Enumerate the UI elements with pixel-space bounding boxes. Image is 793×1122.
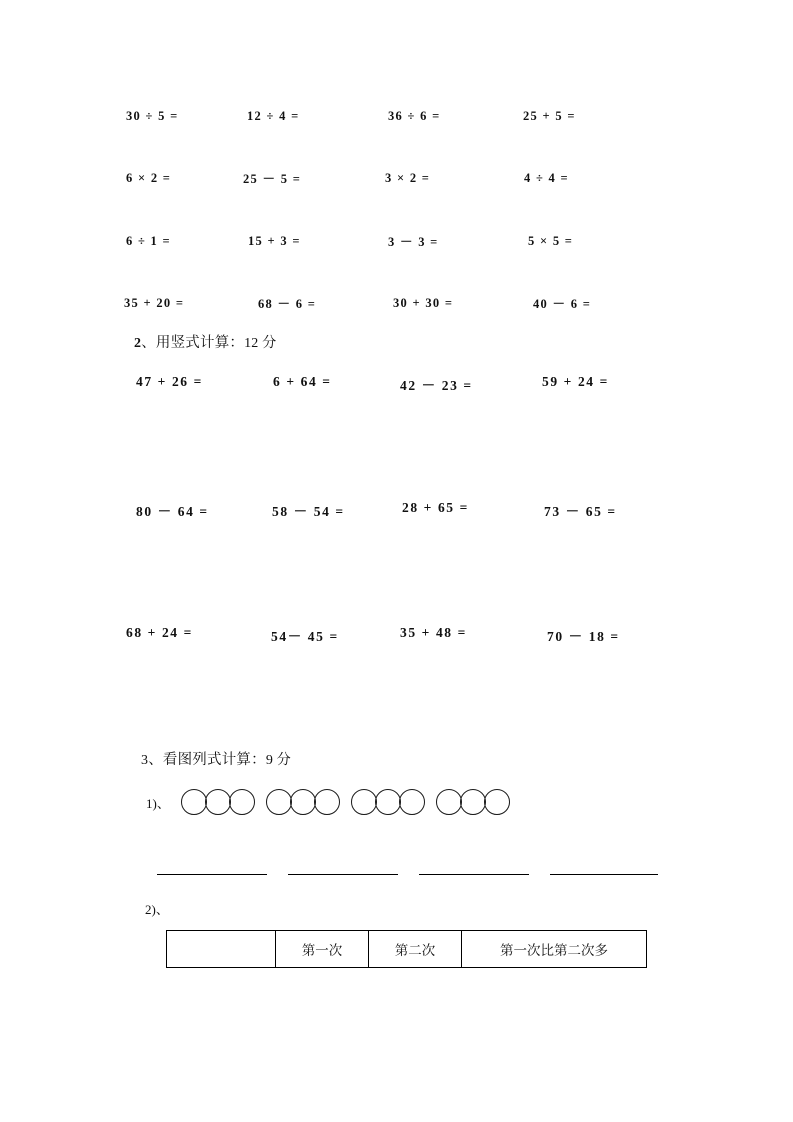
vertical-problem: 54－ 45 = <box>271 629 339 644</box>
circle-shape <box>229 789 255 815</box>
table-header-first-time: 第一次 <box>276 931 369 968</box>
vertical-problem: 6 + 64 = <box>273 374 332 389</box>
circle-group <box>181 789 255 815</box>
oral-problem: 3 × 2 = <box>385 170 431 185</box>
circle-shape <box>351 789 377 815</box>
table-header-difference: 第一次比第二次多 <box>462 931 647 968</box>
circle-shape <box>460 789 486 815</box>
oral-problem: 68 － 6 = <box>258 297 317 311</box>
oral-problem: 30 ÷ 5 = <box>126 108 179 123</box>
circle-shape <box>314 789 340 815</box>
circle-shape <box>205 789 231 815</box>
circle-shape <box>181 789 207 815</box>
oral-problem: 35 + 20 = <box>124 295 185 310</box>
oral-problem: 30 + 30 = <box>393 295 454 310</box>
vertical-calc-row <box>110 625 730 649</box>
vertical-problem: 59 + 24 = <box>542 374 609 389</box>
oral-problem: 5 × 5 = <box>528 233 574 248</box>
section-two-colon: ： <box>229 335 245 351</box>
oral-problem: 12 ÷ 4 = <box>247 108 300 123</box>
vertical-problem: 80 － 64 = <box>136 504 209 519</box>
section-three-title: 看图列式计算 <box>162 752 252 768</box>
oral-calc-row <box>110 230 710 252</box>
table-header-row <box>167 931 647 968</box>
vertical-problem: 47 + 26 = <box>136 374 203 389</box>
section-two-title: 用竖式计算 <box>155 335 230 351</box>
section-three-score: 9 分 <box>265 753 291 768</box>
circle-group <box>351 789 425 815</box>
circle-shape <box>484 789 510 815</box>
answer-blank-line[interactable] <box>550 874 658 875</box>
oral-problem: 6 ÷ 1 = <box>126 233 171 248</box>
oral-calc-row <box>110 292 710 314</box>
vertical-calc-row <box>110 374 730 398</box>
answer-blank-line[interactable] <box>288 874 398 875</box>
circle-shape <box>375 789 401 815</box>
item-two-label: 2)、 <box>145 902 169 917</box>
item-one-label: 1)、 <box>146 796 170 811</box>
answer-blank-line[interactable] <box>419 874 529 875</box>
circle-shape <box>399 789 425 815</box>
section-three-separator: 、 <box>148 752 163 768</box>
vertical-problem: 58 － 54 = <box>272 504 345 519</box>
comparison-table <box>166 930 647 968</box>
vertical-problem: 42 － 23 = <box>400 378 473 393</box>
oral-problem: 25 － 5 = <box>243 172 302 186</box>
oral-problem: 25 + 5 = <box>523 108 576 123</box>
answer-blank-line[interactable] <box>157 874 267 875</box>
oral-problem: 36 ÷ 6 = <box>388 108 441 123</box>
section-two-number: 2 <box>134 336 142 351</box>
oral-problem: 40 － 6 = <box>533 297 592 311</box>
vertical-problem: 28 + 65 = <box>402 500 469 515</box>
section-three-colon: ： <box>251 752 266 768</box>
table-header-second-time: 第二次 <box>369 931 462 968</box>
oral-problem: 15 + 3 = <box>248 233 301 248</box>
vertical-problem: 70 － 18 = <box>547 629 620 644</box>
circle-shape <box>266 789 292 815</box>
circle-group <box>266 789 340 815</box>
circle-shape <box>290 789 316 815</box>
section-two-separator: 、 <box>141 335 156 351</box>
oral-problem: 4 ÷ 4 = <box>524 170 569 185</box>
oral-problem: 6 × 2 = <box>126 170 172 185</box>
vertical-calc-row <box>110 500 730 524</box>
vertical-problem: 73 － 65 = <box>544 504 617 519</box>
vertical-problem: 68 + 24 = <box>126 625 193 640</box>
section-three-number: 3 <box>141 753 149 768</box>
table-cell-blank[interactable] <box>167 931 276 968</box>
circle-group <box>436 789 510 815</box>
section-three-heading <box>141 748 291 769</box>
circle-diagram <box>181 789 510 815</box>
vertical-problem: 35 + 48 = <box>400 625 467 640</box>
oral-calc-row <box>110 167 710 189</box>
section-two-heading <box>134 331 276 352</box>
section-two-score: 12 分 <box>244 336 277 351</box>
circle-shape <box>436 789 462 815</box>
oral-problem: 3 － 3 = <box>388 235 439 249</box>
oral-calc-row <box>110 105 710 127</box>
